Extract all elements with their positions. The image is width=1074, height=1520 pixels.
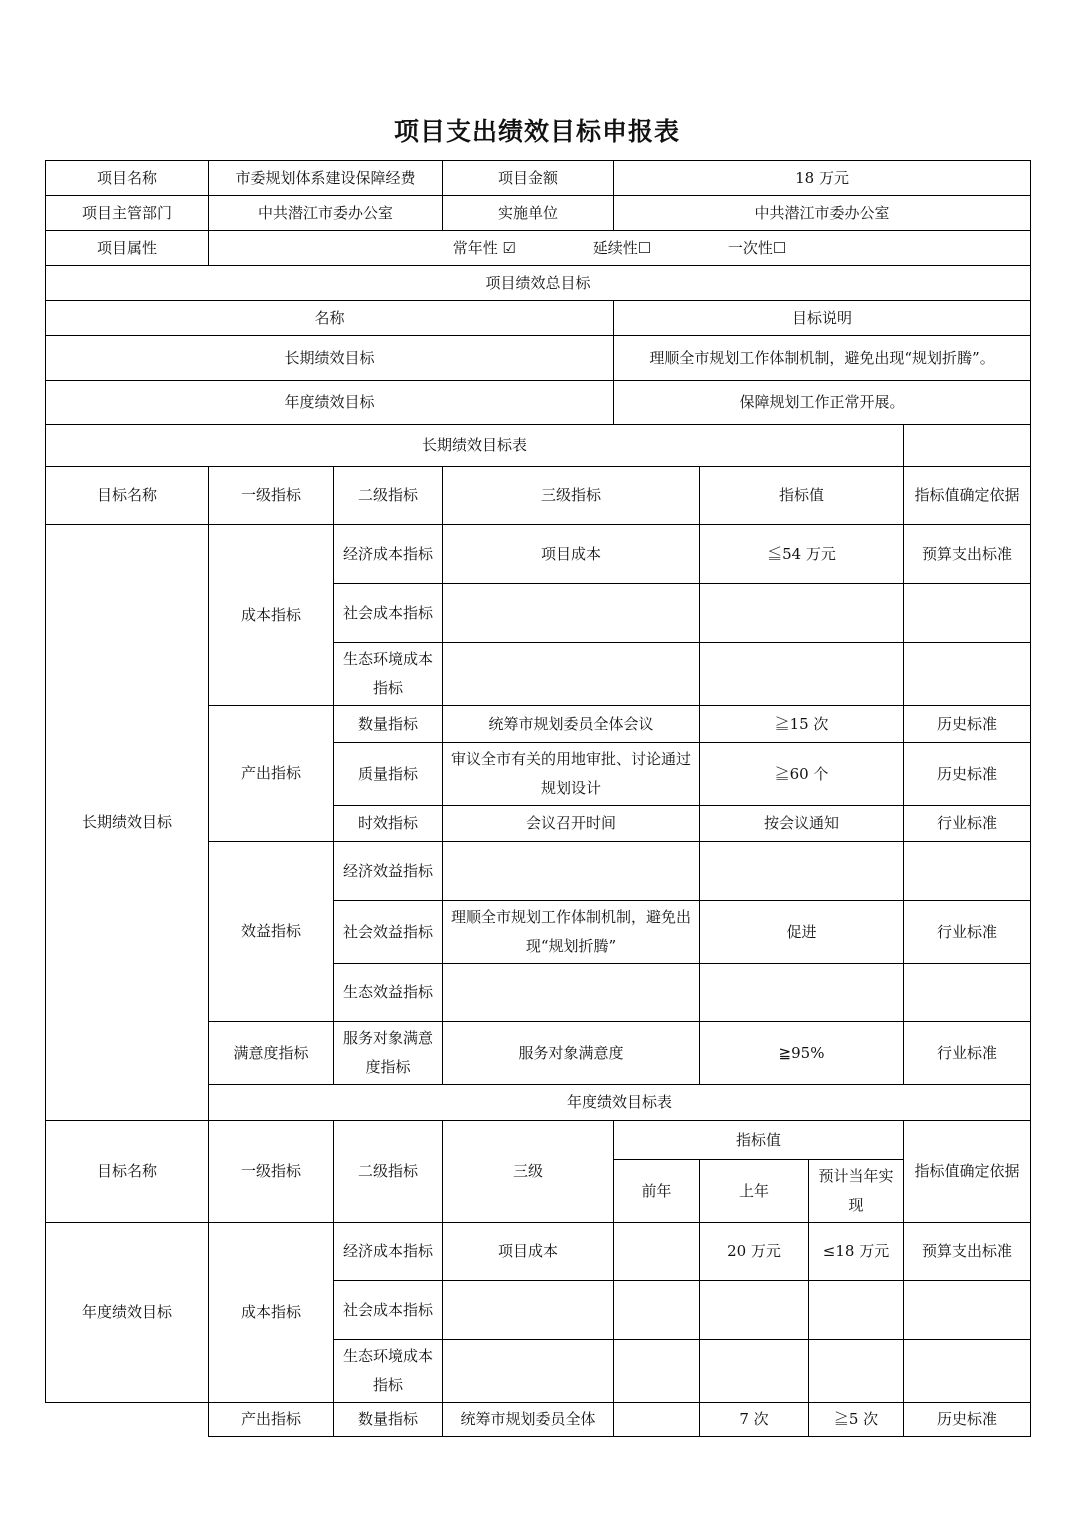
project-attr-label: 项目属性 xyxy=(46,231,209,266)
long-level3-cell xyxy=(443,964,700,1022)
project-name-value: 市委规划体系建设保障经费 xyxy=(209,161,443,196)
annual-level1-output: 产出指标 xyxy=(209,1403,334,1437)
annual-table-header: 年度绩效目标表 xyxy=(209,1085,1031,1121)
long-goal-name: 长期绩效目标 xyxy=(46,525,209,1121)
long-level3-cell xyxy=(443,584,700,643)
long-level3-cell: 审议全市有关的用地审批、讨论通过规划设计 xyxy=(443,743,700,806)
annual-prev1-cell xyxy=(700,1340,809,1403)
annual-col-basis: 指标值确定依据 xyxy=(904,1121,1031,1223)
long-value-cell xyxy=(700,584,904,643)
long-level2-cell: 社会效益指标 xyxy=(334,901,443,964)
long-level3-cell: 项目成本 xyxy=(443,525,700,584)
long-table-header: 长期绩效目标表 xyxy=(46,425,904,467)
long-level2-cell: 社会成本指标 xyxy=(334,584,443,643)
annual-level3-cell xyxy=(443,1340,614,1403)
long-level2-cell: 时效指标 xyxy=(334,806,443,842)
annual-col-level1: 一级指标 xyxy=(209,1121,334,1223)
project-name-label: 项目名称 xyxy=(46,161,209,196)
long-basis-cell: 行业标准 xyxy=(904,1022,1031,1085)
long-value-cell: ≧60 个 xyxy=(700,743,904,806)
long-level2-cell: 生态效益指标 xyxy=(334,964,443,1022)
annual-basis-cell xyxy=(904,1340,1031,1403)
annual-goal-label: 年度绩效目标 xyxy=(46,381,614,425)
impl-unit-label: 实施单位 xyxy=(443,196,614,231)
annual-subcol-current: 预计当年实现 xyxy=(809,1160,904,1223)
annual-level2-cell: 社会成本指标 xyxy=(334,1281,443,1340)
long-level1-cost: 成本指标 xyxy=(209,525,334,706)
long-level2-cell: 质量指标 xyxy=(334,743,443,806)
long-level3-cell: 理顺全市规划工作体制机制，避免出现“规划折腾” xyxy=(443,901,700,964)
long-basis-cell xyxy=(904,643,1031,706)
long-basis-cell: 历史标准 xyxy=(904,706,1031,743)
long-level3-cell xyxy=(443,842,700,901)
long-basis-cell xyxy=(904,842,1031,901)
long-level1-satisfaction: 满意度指标 xyxy=(209,1022,334,1085)
long-basis-cell: 行业标准 xyxy=(904,901,1031,964)
performance-form-table xyxy=(45,160,1031,1437)
long-table-header-blank xyxy=(904,425,1031,467)
annual-prev1-cell: 7 次 xyxy=(700,1403,809,1437)
long-level3-cell: 会议召开时间 xyxy=(443,806,700,842)
annual-level1-cost: 成本指标 xyxy=(209,1223,334,1403)
long-level2-cell: 经济成本指标 xyxy=(334,525,443,584)
dept-label: 项目主管部门 xyxy=(46,196,209,231)
attr-option-continuing: 延续性☐ xyxy=(592,238,652,257)
annual-goal-desc: 保障规划工作正常开展。 xyxy=(614,381,1031,425)
long-col-value: 指标值 xyxy=(700,467,904,525)
annual-subcol-prev2: 前年 xyxy=(614,1160,700,1223)
annual-prev2-cell xyxy=(614,1403,700,1437)
long-basis-cell xyxy=(904,964,1031,1022)
long-level1-output: 产出指标 xyxy=(209,706,334,842)
long-term-goal-desc: 理顺全市规划工作体制机制，避免出现“规划折腾”。 xyxy=(614,336,1031,381)
annual-level3-cell: 项目成本 xyxy=(443,1223,614,1281)
annual-col-level2: 二级指标 xyxy=(334,1121,443,1223)
long-value-cell xyxy=(700,964,904,1022)
overall-col-name: 名称 xyxy=(46,301,614,336)
long-col-level1: 一级指标 xyxy=(209,467,334,525)
annual-level3-cell: 统筹市规划委员全体 xyxy=(443,1403,614,1437)
annual-col-goal: 目标名称 xyxy=(46,1121,209,1223)
overall-goal-header: 项目绩效总目标 xyxy=(46,266,1031,301)
annual-basis-cell xyxy=(904,1281,1031,1340)
annual-current-cell xyxy=(809,1281,904,1340)
long-value-cell: ≦54 万元 xyxy=(700,525,904,584)
long-basis-cell: 行业标准 xyxy=(904,806,1031,842)
long-value-cell xyxy=(700,643,904,706)
long-level2-cell: 数量指标 xyxy=(334,706,443,743)
long-value-cell: 促进 xyxy=(700,901,904,964)
annual-goal-name: 年度绩效目标 xyxy=(46,1223,209,1403)
annual-level2-cell: 生态环境成本指标 xyxy=(334,1340,443,1403)
long-level3-cell: 服务对象满意度 xyxy=(443,1022,700,1085)
annual-prev2-cell xyxy=(614,1340,700,1403)
annual-prev2-cell xyxy=(614,1281,700,1340)
long-level3-cell: 统筹市规划委员全体会议 xyxy=(443,706,700,743)
long-value-cell: ≧95% xyxy=(700,1022,904,1085)
project-amount-value: 18 万元 xyxy=(614,161,1031,196)
page-title: 项目支出绩效目标申报表 xyxy=(393,117,680,146)
long-level2-cell: 经济效益指标 xyxy=(334,842,443,901)
attr-option-regular: 常年性 ☑ xyxy=(452,238,516,257)
annual-level3-cell xyxy=(443,1281,614,1340)
impl-unit-value: 中共潜江市委办公室 xyxy=(614,196,1031,231)
long-level2-cell: 生态环境成本指标 xyxy=(334,643,443,706)
long-value-cell: 按会议通知 xyxy=(700,806,904,842)
long-col-goal: 目标名称 xyxy=(46,467,209,525)
long-col-level3: 三级指标 xyxy=(443,467,700,525)
annual-current-cell xyxy=(809,1340,904,1403)
long-col-level2: 二级指标 xyxy=(334,467,443,525)
long-basis-cell: 预算支出标准 xyxy=(904,525,1031,584)
annual-current-cell: ≧5 次 xyxy=(809,1403,904,1437)
long-value-cell: ≧15 次 xyxy=(700,706,904,743)
annual-prev2-cell xyxy=(614,1223,700,1281)
long-level2-cell: 服务对象满意度指标 xyxy=(334,1022,443,1085)
annual-basis-cell: 预算支出标准 xyxy=(904,1223,1031,1281)
long-term-goal-label: 长期绩效目标 xyxy=(46,336,614,381)
project-attr-options xyxy=(209,231,1031,266)
overall-col-desc: 目标说明 xyxy=(614,301,1031,336)
annual-current-cell: ≤18 万元 xyxy=(809,1223,904,1281)
long-level1-benefit: 效益指标 xyxy=(209,842,334,1022)
long-basis-cell: 历史标准 xyxy=(904,743,1031,806)
annual-basis-cell: 历史标准 xyxy=(904,1403,1031,1437)
annual-prev1-cell: 20 万元 xyxy=(700,1223,809,1281)
project-amount-label: 项目金额 xyxy=(443,161,614,196)
dept-value: 中共潜江市委办公室 xyxy=(209,196,443,231)
annual-col-value: 指标值 xyxy=(614,1121,904,1160)
annual-level2-cell: 数量指标 xyxy=(334,1403,443,1437)
long-basis-cell xyxy=(904,584,1031,643)
annual-level2-cell: 经济成本指标 xyxy=(334,1223,443,1281)
long-col-basis: 指标值确定依据 xyxy=(904,467,1031,525)
attr-option-one-time: 一次性☐ xyxy=(727,238,787,257)
annual-subcol-prev1: 上年 xyxy=(700,1160,809,1223)
annual-goal-continuation xyxy=(46,1403,209,1437)
long-value-cell xyxy=(700,842,904,901)
annual-col-level3: 三级 xyxy=(443,1121,614,1223)
annual-prev1-cell xyxy=(700,1281,809,1340)
long-level3-cell xyxy=(443,643,700,706)
